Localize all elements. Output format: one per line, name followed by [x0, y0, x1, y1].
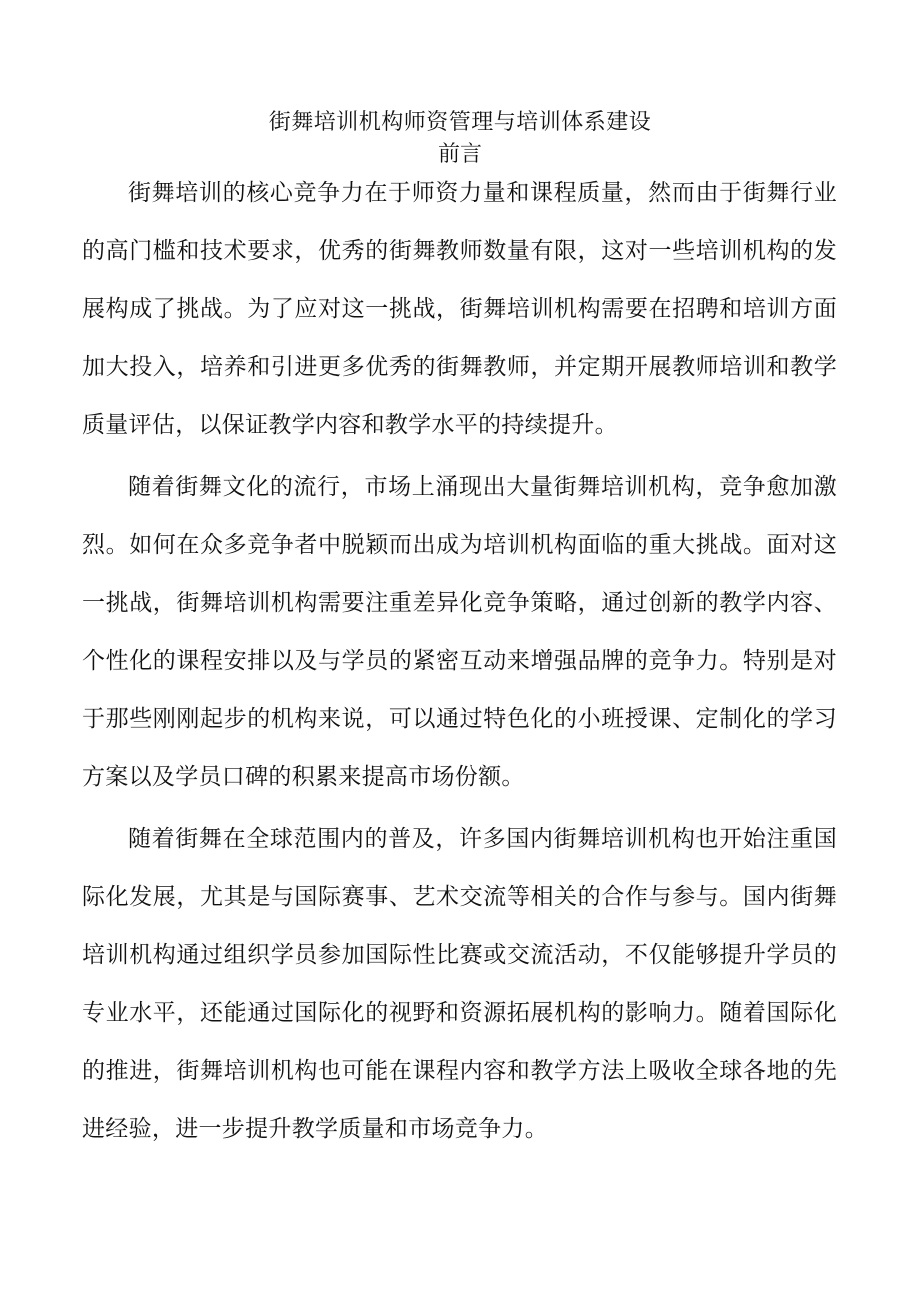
section-heading: 前言	[437, 142, 482, 167]
paragraph-2: 随着街舞文化的流行，市场上涌现出大量街舞培训机构，竞争愈加激烈。如何在众多竞争者中脱颖而出成为培训机构面临的重大挑战。面对这一挑战，街舞培训机构需要注重差异化竞争策略，通过创新的教学内容、个性化的课程安排以及与学员的紧密互动来增强品牌的竞争力。特别是对于那些刚刚起步的机构来说，可以通过特色化的小班授课、定制化的学习方案以及学员口碑的积累来提高市场份额。	[82, 474, 837, 790]
paragraph-3: 随着街舞在全球范围内的普及，许多国内街舞培训机构也开始注重国际化发展，尤其是与国际赛事、艺术交流等相关的合作与参与。国内街舞培训机构通过组织学员参加国际性比赛或交流活动，不仅能够提升学员的专业水平，还能通过国际化的视野和资源拓展机构的影响力。随着国际化的推进，街舞培训机构也可能在课程内容和教学方法上吸收全球各地的先进经验，进一步提升教学质量和市场竞争力。	[82, 826, 837, 1142]
document-body	[82, 164, 837, 1162]
paragraph-1: 街舞培训的核心竞争力在于师资力量和课程质量，然而由于街舞行业的高门槛和技术要求，优秀的街舞教师数量有限，这对一些培训机构的发展构成了挑战。为了应对这一挑战，街舞培训机构需要在招聘和培训方面加大投入，培养和引进更多优秀的街舞教师，并定期开展教师培训和教学质量评估，以保证教学内容和教学水平的持续提升。	[82, 180, 837, 438]
document-title: 街舞培训机构师资管理与培训体系建设	[268, 110, 652, 135]
